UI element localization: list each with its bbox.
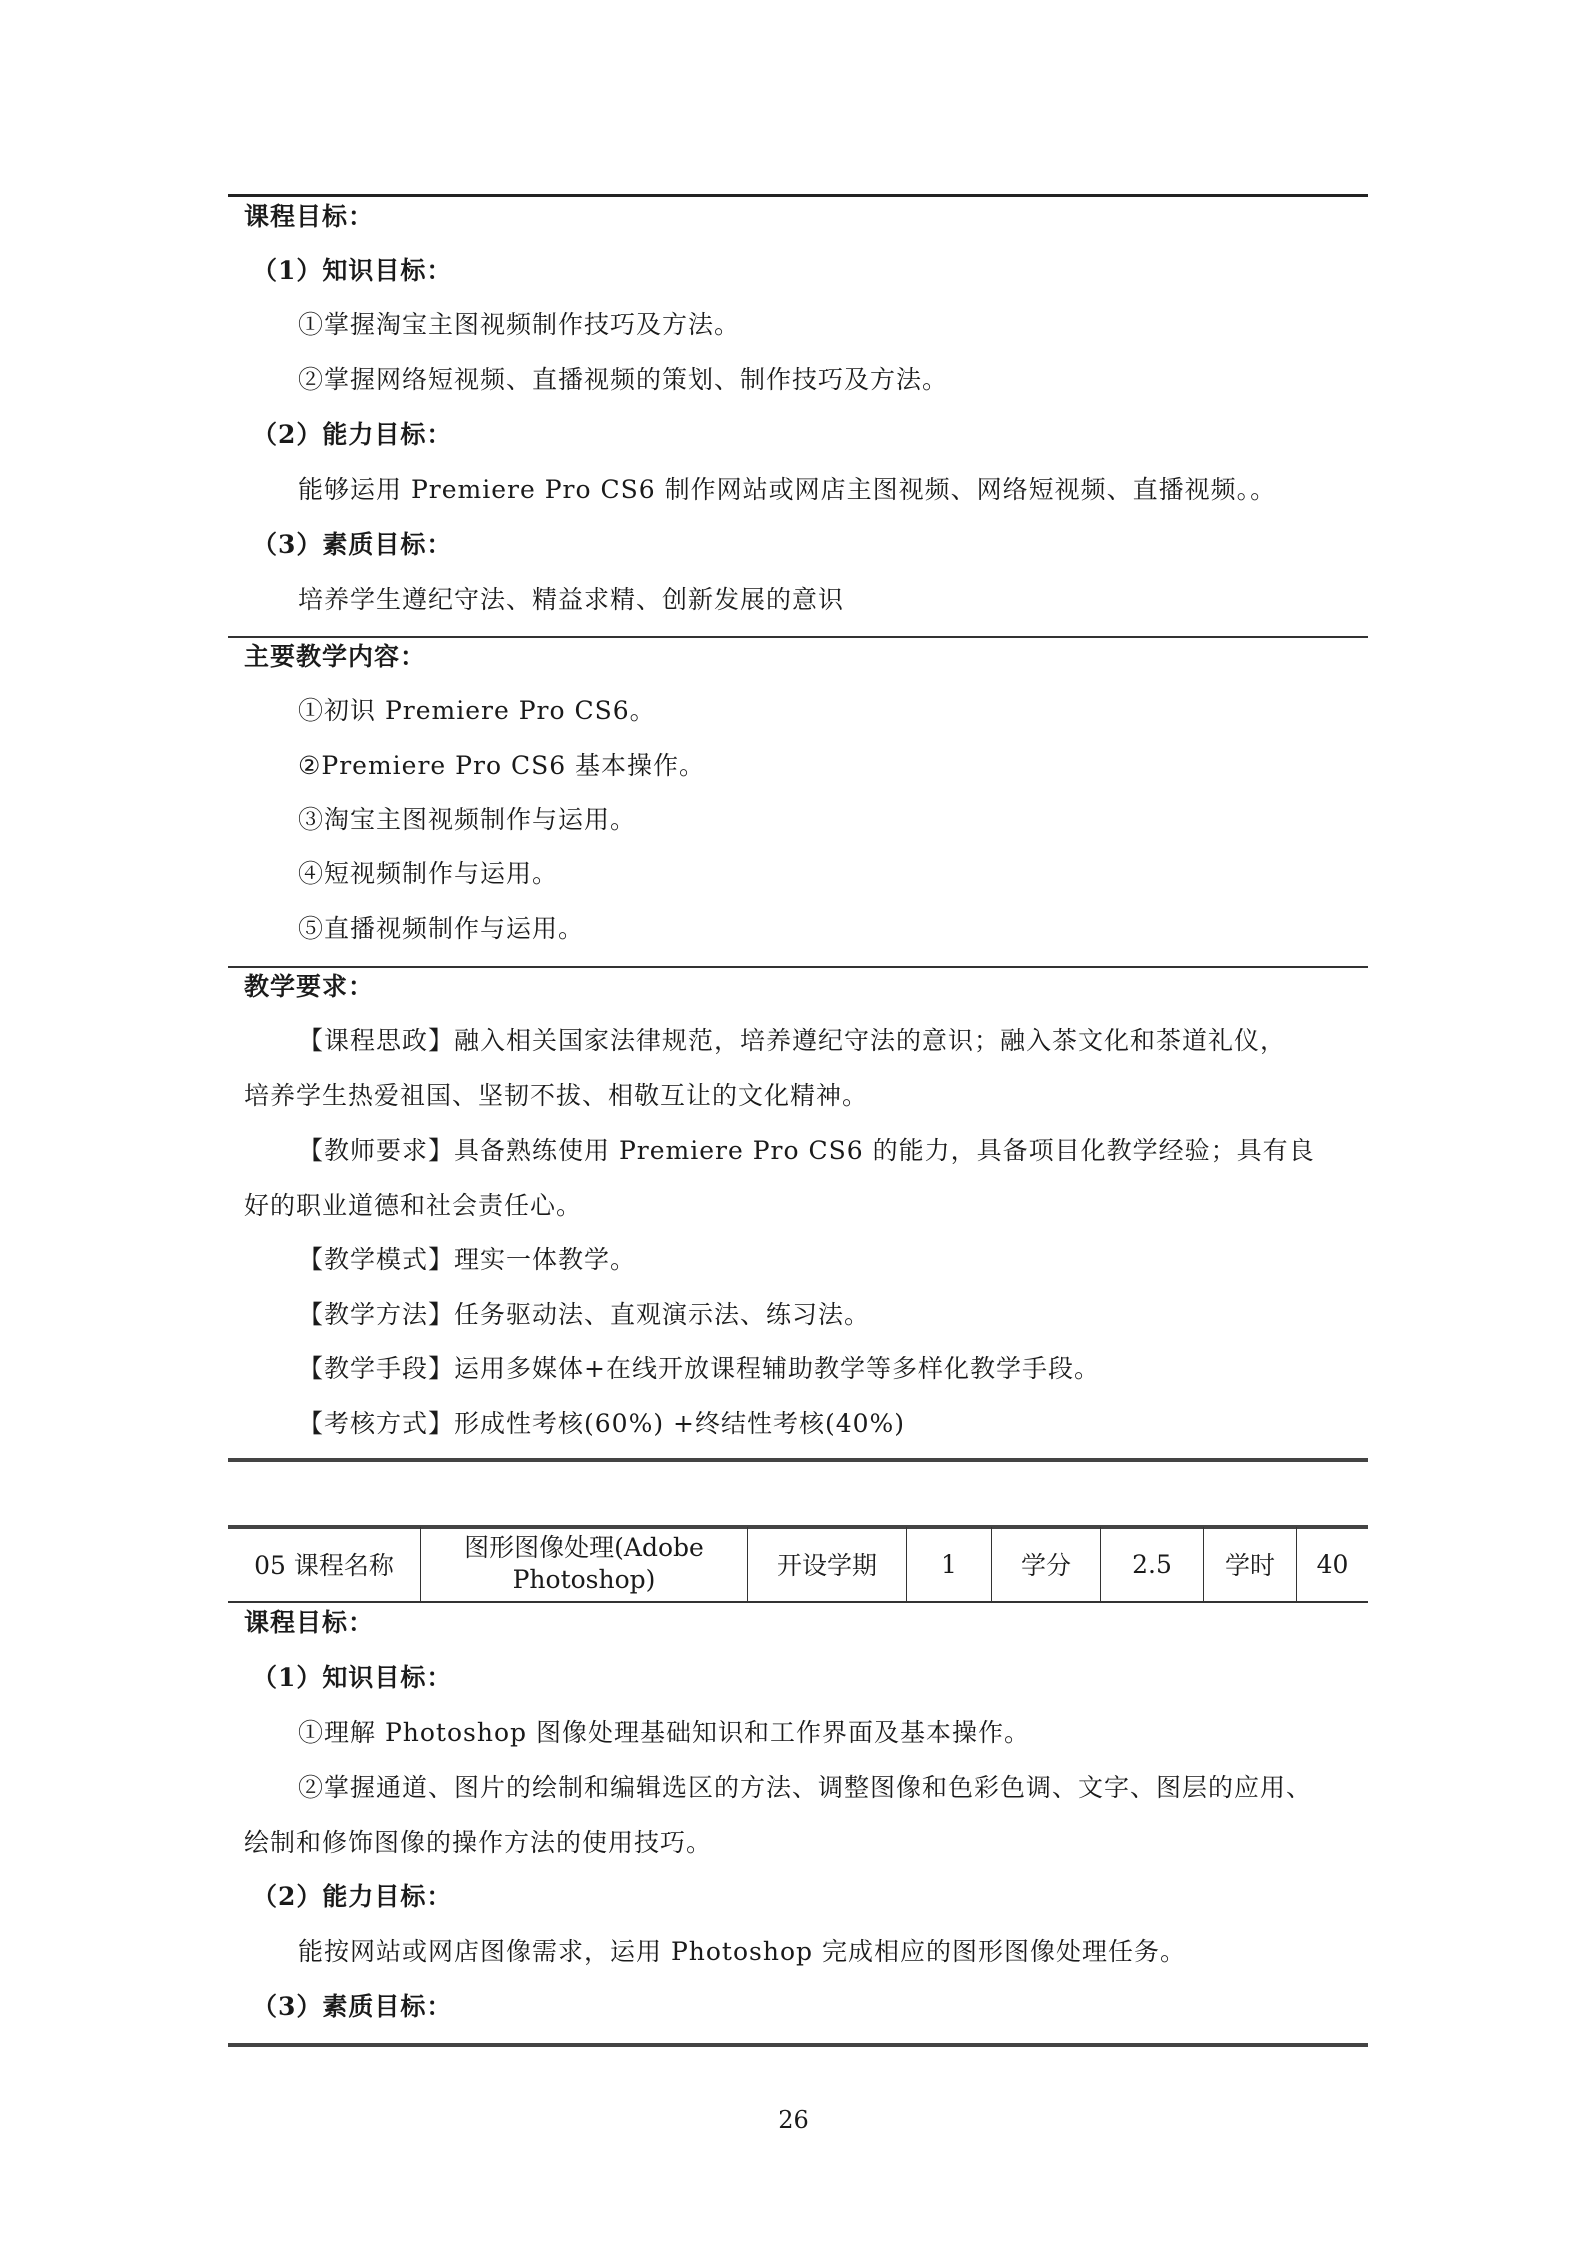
ability-text: 能够运用 Premiere Pro CS6 制作网站或网店主图视频、网络短视频、直播视频。。	[298, 475, 1277, 504]
requirement-means: 【教学手段】运用多媒体+在线开放课程辅助教学等多样化教学手段。	[298, 1354, 1100, 1383]
table-row	[228, 1527, 1368, 1601]
knowledge-goals-heading-2: （1）知识目标：	[252, 1663, 453, 1692]
content-item-5: ⑤直播视频制作与运用。	[298, 914, 585, 943]
knowledge-item-1: ①掌握淘宝主图视频制作技巧及方法。	[298, 310, 741, 339]
quality-text: 培养学生遵纪守法、精益求精、创新发展的意识	[298, 585, 845, 614]
content-item-3: ③淘宝主图视频制作与运用。	[298, 805, 637, 834]
section-bottom-rule	[228, 1458, 1368, 1462]
content-item-2: ②Premiere Pro CS6 基本操作。	[298, 751, 706, 780]
knowledge-item-ps-2-line-1: ②掌握通道、图片的绘制和编辑选区的方法、调整图像和色彩色调、文字、图层的应用、	[298, 1773, 1313, 1802]
credit-label: 学分	[992, 1527, 1101, 1601]
knowledge-item-ps-1: ①理解 Photoshop 图像处理基础知识和工作界面及基本操作。	[298, 1718, 1030, 1747]
course-name-line-2: Photoshop)	[512, 1565, 656, 1594]
page-bottom-rule	[228, 2043, 1368, 2047]
requirement-method: 【教学方法】任务驱动法、直观演示法、练习法。	[298, 1300, 871, 1329]
ability-text-2: 能按网站或网店图像需求，运用 Photoshop 完成相应的图形图像处理任务。	[298, 1937, 1186, 1966]
course-name-value	[421, 1527, 748, 1601]
content-item-4: ④短视频制作与运用。	[298, 859, 559, 888]
divider	[228, 636, 1368, 638]
divider	[228, 966, 1368, 968]
knowledge-item-ps-2-line-2: 绘制和修饰图像的操作方法的使用技巧。	[244, 1828, 713, 1857]
course-name-line-1: 图形图像处理(Adobe	[464, 1533, 704, 1562]
requirement-ideology-line-1: 【课程思政】融入相关国家法律规范，培养遵纪守法的意识；融入茶文化和茶道礼仪，	[298, 1026, 1287, 1055]
top-rule	[228, 194, 1368, 197]
requirement-assessment: 【考核方式】形成性考核(60%) +终结性考核(40%)	[298, 1409, 906, 1438]
requirement-teacher-line-2: 好的职业道德和社会责任心。	[244, 1191, 583, 1220]
requirements-heading: 教学要求：	[244, 972, 375, 1001]
table-bottom-rule	[228, 1601, 1368, 1603]
content-heading: 主要教学内容：	[244, 642, 427, 671]
ability-goals-heading-2: （2）能力目标：	[252, 1882, 453, 1911]
requirement-teacher-line-1: 【教师要求】具备熟练使用 Premiere Pro CS6 的能力，具备项目化教学经验；具有良	[298, 1136, 1315, 1165]
ability-goals-heading: （2）能力目标：	[252, 420, 453, 449]
goals-heading-2: 课程目标：	[244, 1608, 375, 1637]
quality-goals-heading-2: （3）素质目标：	[252, 1992, 453, 2021]
credit-value: 2.5	[1101, 1527, 1204, 1601]
quality-goals-heading: （3）素质目标：	[252, 530, 453, 559]
requirement-mode: 【教学模式】理实一体教学。	[298, 1245, 637, 1274]
course-name-label: 05 课程名称	[228, 1527, 421, 1601]
hours-label: 学时	[1204, 1527, 1297, 1601]
hours-value: 40	[1297, 1527, 1369, 1601]
content-item-1: ①初识 Premiere Pro CS6。	[298, 696, 656, 725]
semester-label: 开设学期	[748, 1527, 907, 1601]
requirement-ideology-line-2: 培养学生热爱祖国、坚韧不拔、相敬互让的文化精神。	[244, 1081, 869, 1110]
goals-heading: 课程目标：	[244, 202, 375, 231]
knowledge-item-2: ②掌握网络短视频、直播视频的策划、制作技巧及方法。	[298, 365, 949, 394]
knowledge-goals-heading: （1）知识目标：	[252, 256, 453, 285]
course-info-table	[228, 1527, 1368, 1601]
page-number: 26	[778, 2106, 809, 2134]
semester-value: 1	[907, 1527, 992, 1601]
